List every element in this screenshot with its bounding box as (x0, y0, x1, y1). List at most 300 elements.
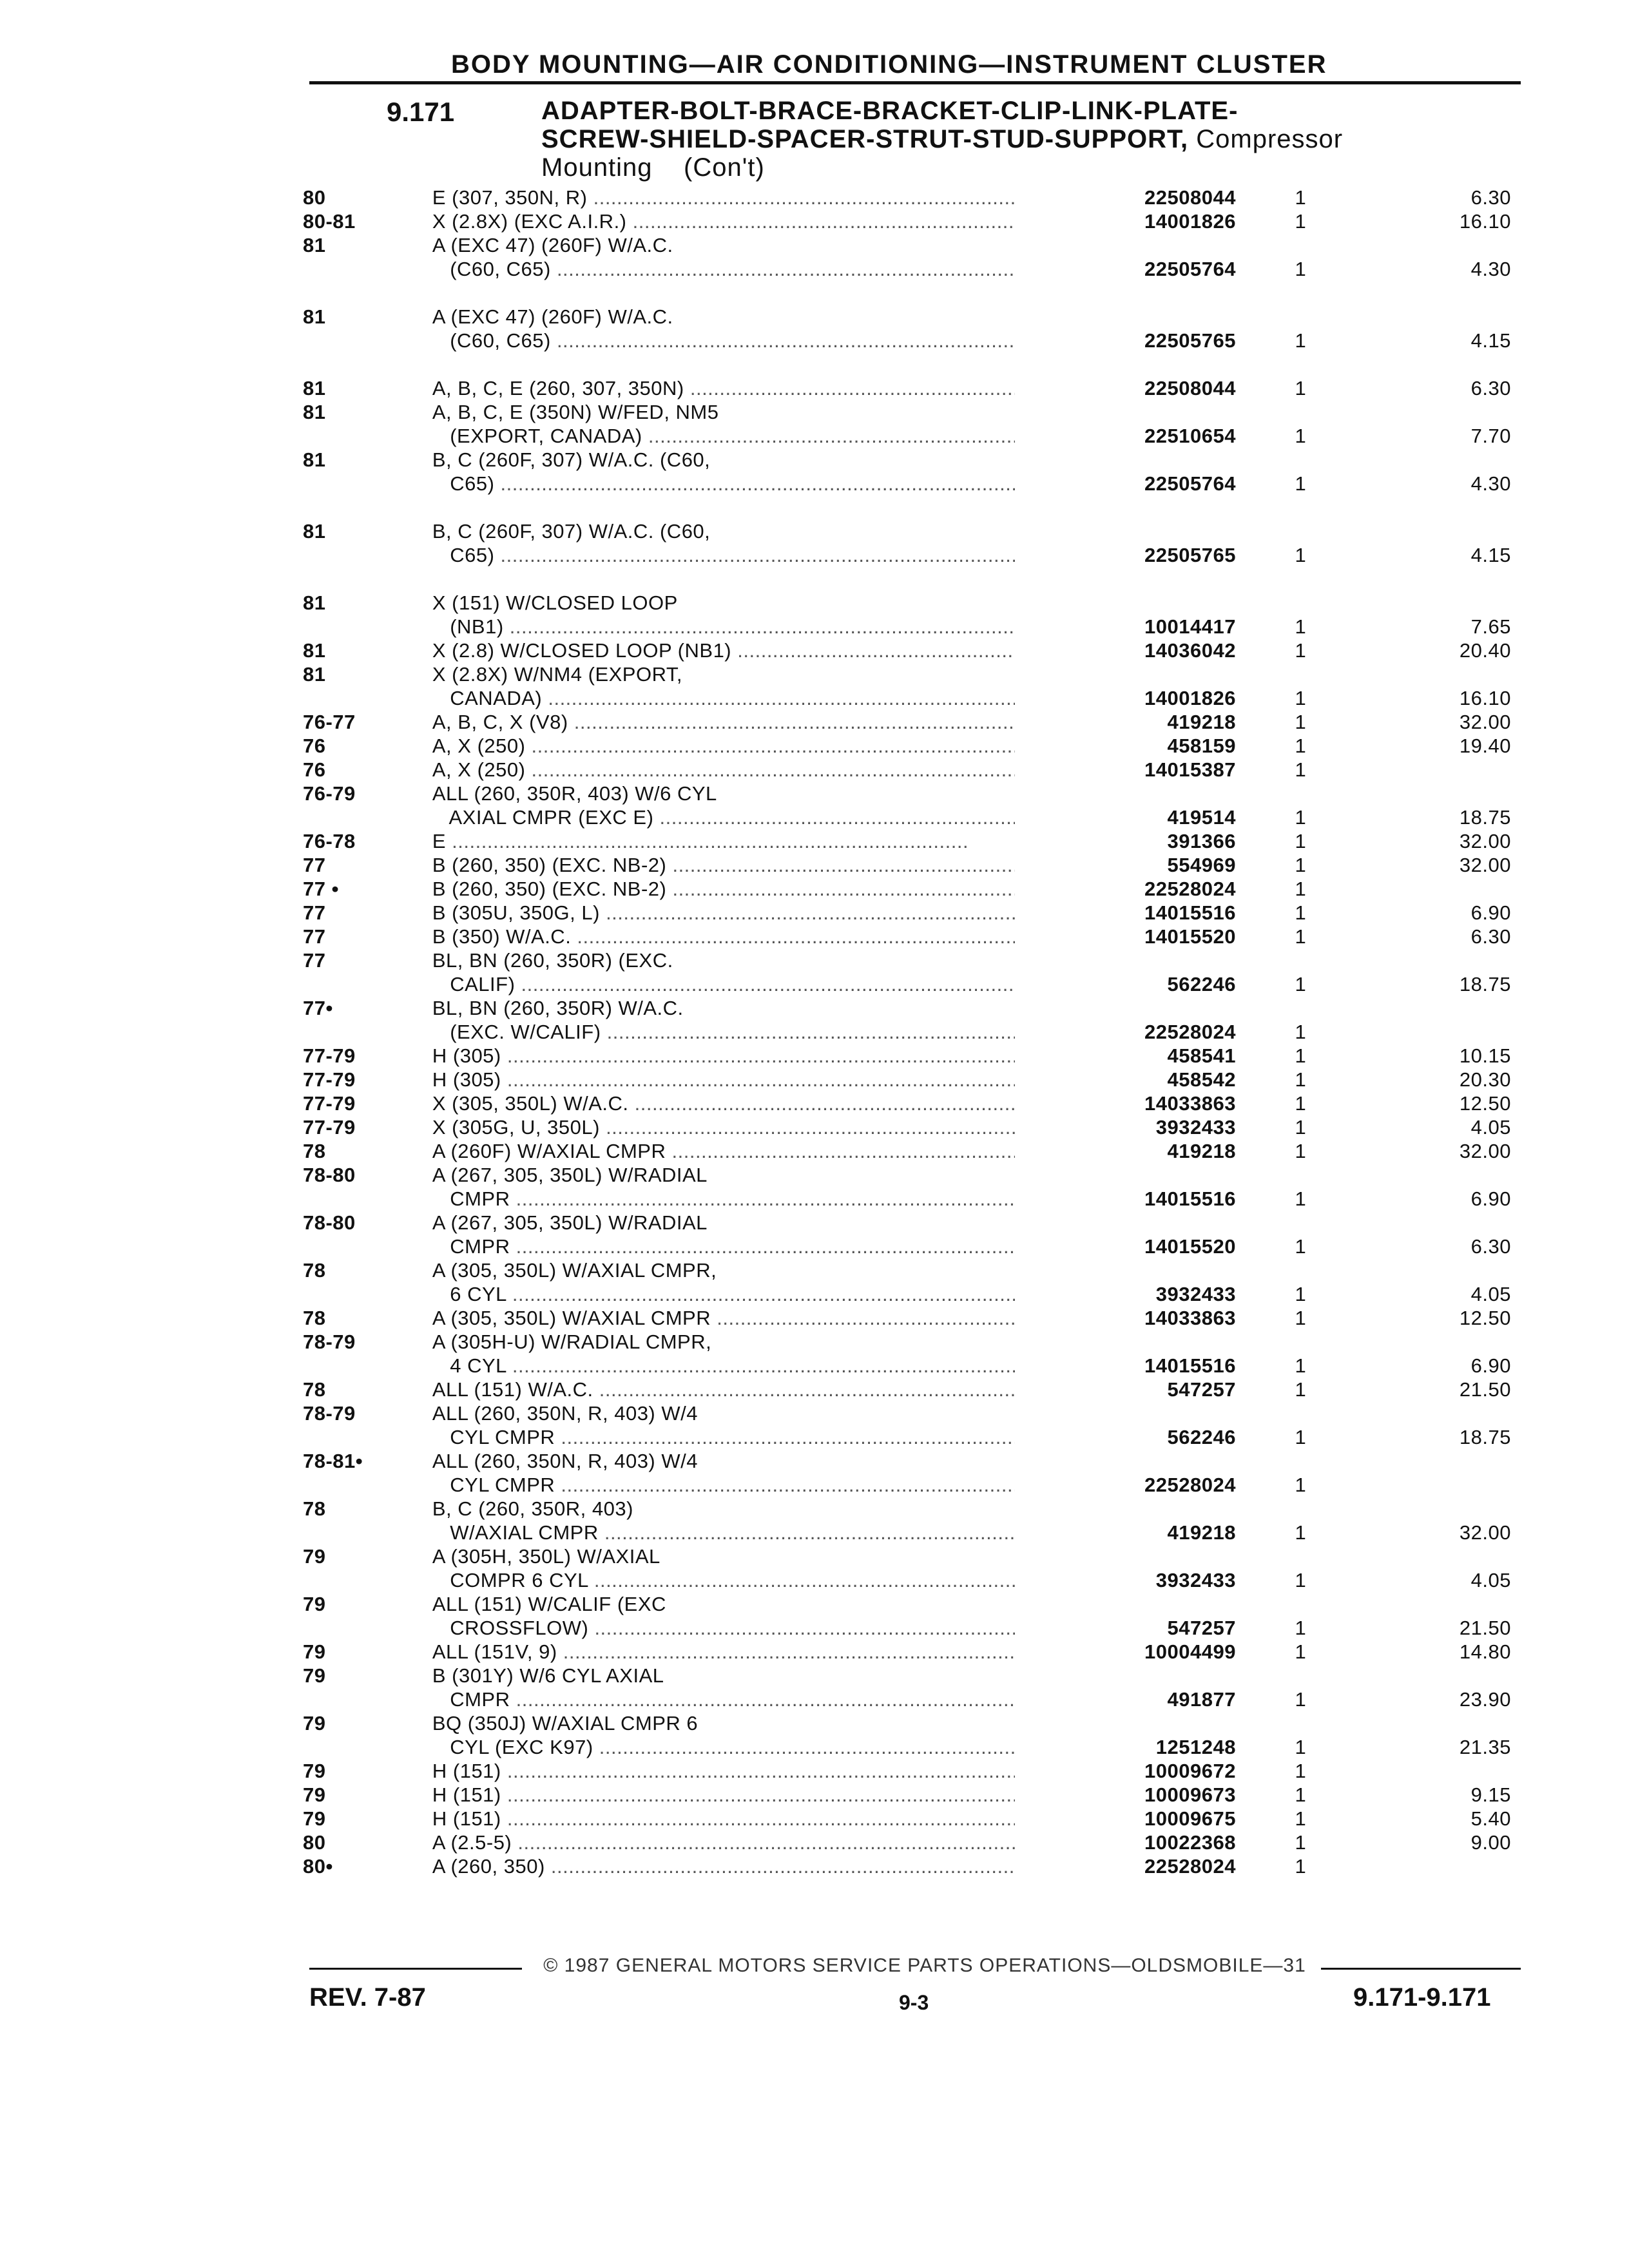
key-number: 81 (303, 234, 326, 256)
price (1365, 400, 1527, 424)
table-row (303, 400, 1527, 424)
key-number: 80 (303, 1831, 326, 1854)
price: 18.75 (1459, 806, 1511, 829)
application-desc (432, 1068, 1015, 1091)
price (1365, 1711, 1527, 1735)
key-number (303, 495, 432, 519)
application-text: A, X (250) (432, 735, 526, 757)
part-number: 458542 (1167, 1068, 1236, 1091)
price: 6.90 (1470, 901, 1511, 924)
leader-dots (593, 1736, 1015, 1758)
table-row (303, 662, 1527, 686)
application-text: COMPR 6 CYL (432, 1569, 588, 1591)
key-number: 81 (303, 520, 326, 543)
application-desc (432, 352, 1015, 376)
key-number (303, 567, 432, 591)
table-row (303, 1759, 1527, 1783)
application-text: X (2.8X) W/NM4 (EXPORT, (432, 663, 683, 686)
quantity: 1 (1295, 258, 1307, 280)
price (1365, 495, 1527, 519)
application-desc (432, 615, 1015, 639)
part-number: 14015520 (1144, 1235, 1236, 1258)
part-number: 14015516 (1144, 1187, 1236, 1210)
application-desc (432, 186, 1015, 209)
table-row (303, 1831, 1527, 1854)
parts-table (303, 186, 1527, 1878)
part-number: 391366 (1167, 830, 1236, 852)
price (1365, 519, 1527, 543)
table-row (303, 686, 1527, 710)
table-row (303, 376, 1527, 400)
table-row (303, 1235, 1527, 1258)
price: 4.05 (1470, 1116, 1511, 1139)
page-header: BODY MOUNTING—AIR CONDITIONING—INSTRUMENT CLUSTER (451, 50, 1327, 79)
key-number: 77-79 (303, 1044, 356, 1067)
application-text: B, C (260F, 307) W/A.C. (C60, (432, 520, 711, 543)
key-number (303, 424, 432, 448)
application-desc (432, 1235, 1015, 1258)
table-row (303, 1735, 1527, 1759)
key-number: 78 (303, 1497, 326, 1520)
table-row (303, 615, 1527, 639)
price: 32.00 (1459, 830, 1511, 852)
part-number: 14015387 (1144, 758, 1236, 781)
table-row (303, 495, 1527, 519)
quantity: 1 (1295, 925, 1307, 948)
quantity: 1 (1295, 1736, 1307, 1758)
application-text: C65) (432, 544, 495, 566)
application-desc (432, 495, 1015, 519)
part-number: 3932433 (1155, 1283, 1236, 1305)
application-text: A (305H-U) W/RADIAL CMPR, (432, 1331, 712, 1353)
price: 14.80 (1459, 1640, 1511, 1663)
price (1365, 567, 1527, 591)
part-number: 547257 (1167, 1617, 1236, 1639)
part-number: 22528024 (1144, 878, 1236, 900)
application-text: A (260F) W/AXIAL CMPR (432, 1140, 666, 1162)
application-desc (432, 1735, 1015, 1759)
key-number: 79 (303, 1760, 326, 1782)
quantity: 1 (1295, 1855, 1307, 1878)
leader-dots (653, 806, 1014, 829)
application-desc (432, 1258, 1015, 1282)
leader-dots (506, 1354, 1015, 1377)
application-text: C65) (432, 472, 495, 495)
table-row (303, 472, 1527, 495)
part-number: 562246 (1167, 1426, 1236, 1448)
application-desc (432, 662, 1015, 686)
application-desc (432, 1139, 1015, 1163)
table-row (303, 1687, 1527, 1711)
price (1365, 591, 1527, 615)
part-number (1015, 448, 1236, 472)
quantity (1236, 1211, 1365, 1235)
quantity (1236, 1497, 1365, 1521)
part-number: 419218 (1167, 1521, 1236, 1544)
part-number: 14015520 (1144, 925, 1236, 948)
section-number: 9.171 (387, 97, 455, 127)
application-desc (432, 1163, 1015, 1187)
application-desc (432, 1521, 1015, 1544)
price (1365, 281, 1527, 305)
price: 6.30 (1470, 925, 1511, 948)
application-desc (432, 1711, 1015, 1735)
table-row (303, 1354, 1527, 1378)
application-desc (432, 901, 1015, 925)
quantity: 1 (1295, 1092, 1307, 1115)
quantity (1236, 1592, 1365, 1616)
quantity (1236, 281, 1365, 305)
leader-dots (588, 1569, 1015, 1591)
leader-dots (501, 1068, 1015, 1091)
part-number: 491877 (1167, 1688, 1236, 1711)
part-number (1015, 567, 1236, 591)
price: 7.70 (1470, 425, 1511, 447)
application-text: A (305H, 350L) W/AXIAL (432, 1545, 660, 1568)
key-number (303, 1687, 432, 1711)
application-text: B, C (260F, 307) W/A.C. (C60, (432, 448, 711, 471)
application-desc (432, 567, 1015, 591)
quantity: 1 (1295, 1307, 1307, 1329)
application-desc (432, 1425, 1015, 1449)
part-number: 10004499 (1144, 1640, 1236, 1663)
price (1365, 758, 1527, 782)
key-number: 81 (303, 591, 326, 614)
price (1365, 1759, 1527, 1783)
application-text: A (305, 350L) W/AXIAL CMPR, (432, 1259, 717, 1282)
table-row (303, 901, 1527, 925)
application-text: CROSSFLOW) (432, 1617, 589, 1639)
table-row (303, 1401, 1527, 1425)
application-desc (432, 1378, 1015, 1401)
key-number: 76 (303, 758, 326, 781)
application-text: AXIAL CMPR (EXC E) (432, 806, 654, 829)
application-desc (432, 1306, 1015, 1330)
quantity (1236, 782, 1365, 805)
key-number (303, 1282, 432, 1306)
key-number: 78 (303, 1378, 326, 1401)
part-number: 14033863 (1144, 1092, 1236, 1115)
price: 4.05 (1470, 1283, 1511, 1305)
price: 6.90 (1470, 1187, 1511, 1210)
leader-dots (512, 1831, 1015, 1854)
part-number: 22505764 (1144, 472, 1236, 495)
key-number (303, 686, 432, 710)
table-row (303, 996, 1527, 1020)
quantity (1236, 1664, 1365, 1687)
leader-dots (684, 377, 1015, 399)
application-desc (432, 400, 1015, 424)
quantity: 1 (1295, 1831, 1307, 1854)
part-number (1015, 662, 1236, 686)
quantity (1236, 305, 1365, 329)
table-row (303, 519, 1527, 543)
footer-rule-right (1321, 1968, 1521, 1970)
key-number: 77 (303, 949, 326, 972)
application-text: A, B, C, E (350N) W/FED, NM5 (432, 401, 719, 423)
application-desc (432, 233, 1015, 257)
part-number: 10009673 (1144, 1783, 1236, 1806)
quantity: 1 (1295, 1426, 1307, 1448)
quantity (1236, 996, 1365, 1020)
part-number: 10022368 (1144, 1831, 1236, 1854)
application-desc (432, 257, 1015, 281)
application-desc (432, 925, 1015, 948)
key-number: 79 (303, 1545, 326, 1568)
part-number (1015, 1497, 1236, 1521)
table-row (303, 925, 1527, 948)
application-text: B (305U, 350G, L) (432, 901, 600, 924)
section-title-line3: Mounting (Con't) (541, 153, 765, 182)
key-number: 77-79 (303, 1092, 356, 1115)
part-number (1015, 281, 1236, 305)
leader-dots (600, 1116, 1015, 1139)
table-row (303, 1306, 1527, 1330)
leader-dots (666, 878, 1014, 900)
quantity: 1 (1295, 1283, 1307, 1305)
quantity: 1 (1295, 1354, 1307, 1377)
table-row (303, 1640, 1527, 1664)
application-desc (432, 782, 1015, 805)
quantity: 1 (1295, 1688, 1307, 1711)
leader-dots (510, 1187, 1015, 1210)
quantity: 1 (1295, 544, 1307, 566)
part-number (1015, 1711, 1236, 1735)
part-number (1015, 948, 1236, 972)
quantity: 1 (1295, 830, 1307, 852)
part-number: 22508044 (1144, 186, 1236, 209)
key-number: 78 (303, 1259, 326, 1282)
table-row (303, 877, 1527, 901)
quantity (1236, 233, 1365, 257)
application-text: B (301Y) W/6 CYL AXIAL (432, 1664, 664, 1687)
part-number (1015, 1163, 1236, 1187)
price (1365, 448, 1527, 472)
application-text: CMPR (432, 1187, 510, 1210)
key-number (303, 972, 432, 996)
part-number: 14033863 (1144, 1307, 1236, 1329)
key-number (303, 1235, 432, 1258)
quantity: 1 (1295, 1521, 1307, 1544)
quantity (1236, 662, 1365, 686)
application-desc (432, 829, 1015, 853)
quantity: 1 (1295, 1116, 1307, 1139)
application-text: (EXC. W/CALIF) (432, 1021, 601, 1043)
key-number: 77 (303, 854, 326, 876)
quantity: 1 (1295, 901, 1307, 924)
table-row (303, 209, 1527, 233)
price (1365, 662, 1527, 686)
application-desc (432, 424, 1015, 448)
key-number (303, 543, 432, 567)
part-number: 10014417 (1144, 615, 1236, 638)
price: 12.50 (1459, 1307, 1511, 1329)
application-text: H (305) (432, 1068, 501, 1091)
price: 4.30 (1470, 258, 1511, 280)
part-number: 10009675 (1144, 1807, 1236, 1830)
key-number: 76 (303, 735, 326, 757)
quantity: 1 (1295, 973, 1307, 995)
key-number (303, 1187, 432, 1211)
price: 4.30 (1470, 472, 1511, 495)
quantity: 1 (1295, 878, 1307, 900)
part-number: 22510654 (1144, 425, 1236, 447)
key-number (303, 1616, 432, 1640)
table-row (303, 1378, 1527, 1401)
table-row (303, 186, 1527, 209)
quantity: 1 (1295, 210, 1307, 233)
application-text: CMPR (432, 1688, 510, 1711)
application-desc (432, 972, 1015, 996)
quantity: 1 (1295, 1569, 1307, 1591)
quantity: 1 (1295, 1021, 1307, 1043)
part-number (1015, 495, 1236, 519)
quantity: 1 (1295, 615, 1307, 638)
application-text: CYL CMPR (432, 1426, 555, 1448)
application-desc (432, 1854, 1015, 1878)
part-number: 554969 (1167, 854, 1236, 876)
key-number: 81 (303, 639, 326, 662)
quantity: 1 (1295, 854, 1307, 876)
key-number: 77• (303, 997, 333, 1019)
part-number (1015, 352, 1236, 376)
table-row (303, 805, 1527, 829)
application-desc (432, 1187, 1015, 1211)
application-desc (432, 1330, 1015, 1354)
table-row (303, 1282, 1527, 1306)
table-row (303, 1091, 1527, 1115)
part-number: 22505764 (1144, 258, 1236, 280)
quantity (1236, 591, 1365, 615)
quantity (1236, 1330, 1365, 1354)
leader-dots (545, 1855, 1015, 1878)
application-text: (C60, C65) (432, 329, 551, 352)
part-number: 22508044 (1144, 377, 1236, 399)
part-number (1015, 782, 1236, 805)
price: 6.90 (1470, 1354, 1511, 1377)
application-desc (432, 1020, 1015, 1044)
table-row (303, 734, 1527, 758)
table-row (303, 1163, 1527, 1187)
table-row (303, 972, 1527, 996)
footer-copyright: © 1987 GENERAL MOTORS SERVICE PARTS OPERATIONS—OLDSMOBILE—31 (543, 1955, 1306, 1976)
table-row (303, 1473, 1527, 1497)
leader-dots (711, 1307, 1015, 1329)
quantity: 1 (1295, 711, 1307, 733)
leader-dots (525, 758, 1014, 781)
application-desc (432, 1616, 1015, 1640)
table-row (303, 782, 1527, 805)
quantity (1236, 1258, 1365, 1282)
part-number: 22505765 (1144, 329, 1236, 352)
part-number (1015, 1664, 1236, 1687)
key-number: 77-79 (303, 1116, 356, 1139)
application-text: BQ (350J) W/AXIAL CMPR 6 (432, 1712, 699, 1735)
price (1365, 1211, 1527, 1235)
section-title-line2b: Compressor (1196, 125, 1344, 153)
application-text: CALIF) (432, 973, 516, 995)
part-number: 22528024 (1144, 1474, 1236, 1496)
key-number (303, 1354, 432, 1378)
quantity (1236, 1449, 1365, 1473)
application-desc (432, 1091, 1015, 1115)
application-text: A (305, 350L) W/AXIAL CMPR (432, 1307, 711, 1329)
key-number: 78-79 (303, 1331, 356, 1353)
key-number: 77 (303, 925, 326, 948)
key-number: 78-80 (303, 1211, 356, 1234)
price: 10.15 (1459, 1044, 1511, 1067)
application-text: (EXPORT, CANADA) (432, 425, 642, 447)
table-row (303, 1664, 1527, 1687)
price: 23.90 (1459, 1688, 1511, 1711)
part-number: 14015516 (1144, 1354, 1236, 1377)
key-number: 78 (303, 1307, 326, 1329)
table-row (303, 1115, 1527, 1139)
table-row (303, 257, 1527, 281)
part-number: 562246 (1167, 973, 1236, 995)
application-text: H (151) (432, 1760, 501, 1782)
key-number: 79 (303, 1783, 326, 1806)
key-number (303, 805, 432, 829)
quantity (1236, 1401, 1365, 1425)
part-number: 22505765 (1144, 544, 1236, 566)
table-row (303, 1449, 1527, 1473)
price (1365, 996, 1527, 1020)
key-number: 79 (303, 1640, 326, 1663)
application-desc (432, 591, 1015, 615)
key-number: 79 (303, 1593, 326, 1615)
application-desc (432, 996, 1015, 1020)
application-desc (432, 853, 1015, 877)
key-number: 78-81• (303, 1450, 363, 1472)
table-row (303, 853, 1527, 877)
part-number (1015, 1544, 1236, 1568)
leader-dots (571, 925, 1015, 948)
table-row (303, 1139, 1527, 1163)
application-text: CANADA) (432, 687, 543, 709)
quantity: 1 (1295, 1760, 1307, 1782)
price: 4.05 (1470, 1569, 1511, 1591)
price: 12.50 (1459, 1092, 1511, 1115)
price: 5.40 (1470, 1807, 1511, 1830)
table-row (303, 1497, 1527, 1521)
key-number (303, 1473, 432, 1497)
price (1365, 1592, 1527, 1616)
application-desc (432, 1401, 1015, 1425)
quantity (1236, 352, 1365, 376)
application-text: B, C (260, 350R, 403) (432, 1497, 633, 1520)
parts-table-body (303, 186, 1527, 1878)
leader-dots (494, 472, 1014, 495)
price: 9.15 (1470, 1783, 1511, 1806)
application-desc (432, 209, 1015, 233)
quantity: 1 (1295, 1617, 1307, 1639)
table-row (303, 1020, 1527, 1044)
price (1365, 352, 1527, 376)
key-number: 81 (303, 663, 326, 686)
key-number (303, 1425, 432, 1449)
part-number: 3932433 (1155, 1116, 1236, 1139)
leader-dots (510, 1235, 1015, 1258)
part-number (1015, 1449, 1236, 1473)
leader-dots (627, 210, 1015, 233)
price: 32.00 (1459, 1140, 1511, 1162)
price: 9.00 (1470, 1831, 1511, 1854)
price (1365, 1544, 1527, 1568)
part-number (1015, 996, 1236, 1020)
application-desc (432, 376, 1015, 400)
quantity: 1 (1295, 1068, 1307, 1091)
